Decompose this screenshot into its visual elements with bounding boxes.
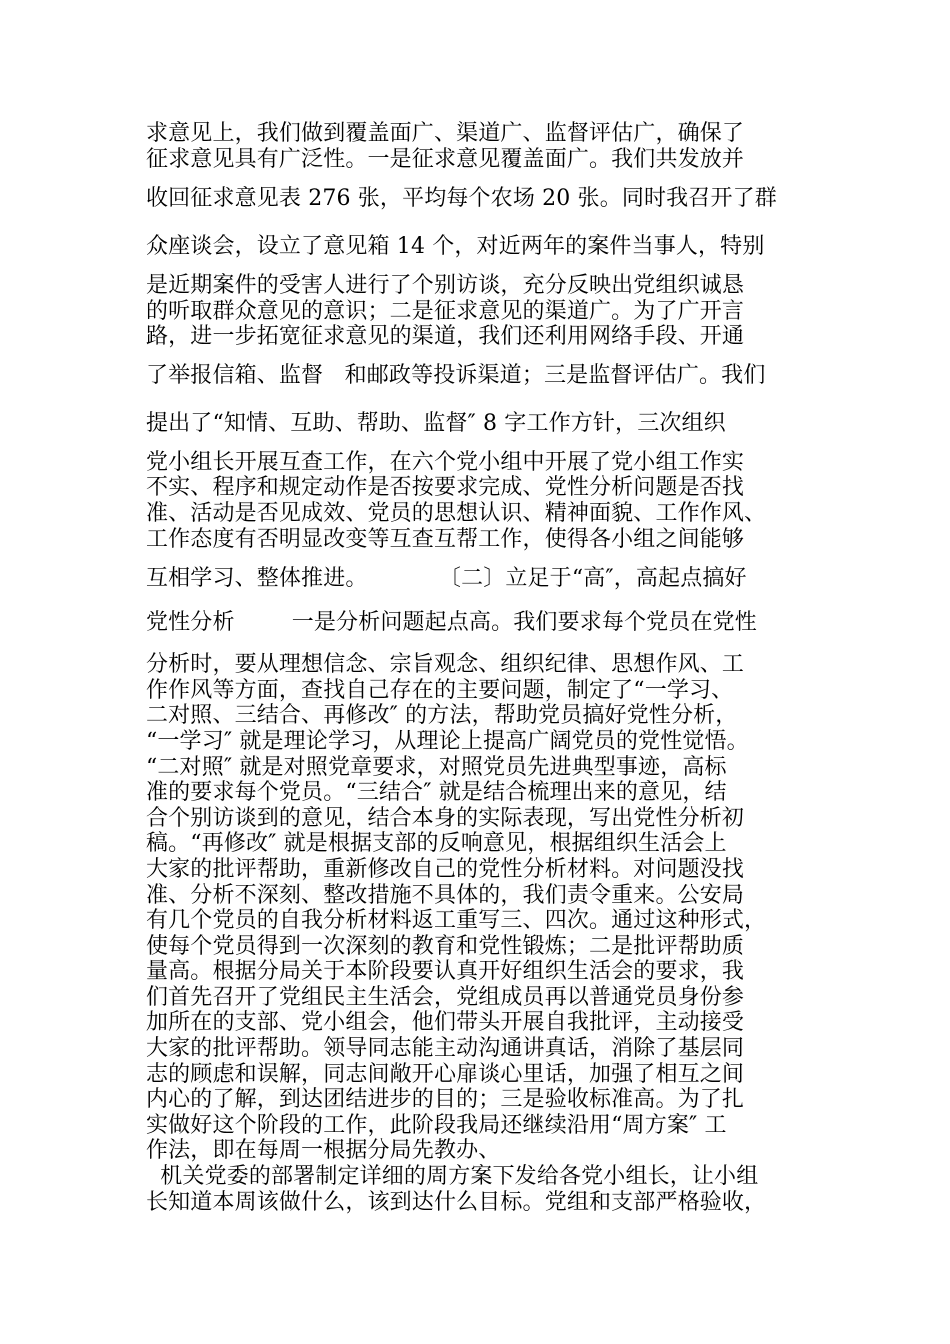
text-line: 众座谈会，设立了意见箱 14 个，对近两年的案件当事人，特别 bbox=[146, 234, 765, 259]
text-line: “二对照″ 就是对照党章要求，对照党员先进典型事迹，高标 bbox=[146, 755, 727, 780]
text-line: 有几个党员的自我分析材料返工重写三、四次。通过这种形式， bbox=[146, 908, 767, 933]
text-line: 稿。“再修改″ 就是根据支部的反响意见，根据组织生活会上 bbox=[146, 831, 727, 856]
text-line: 量高。根据分局关于本阶段要认真开好组织生活会的要求，我 bbox=[146, 959, 745, 984]
text-line: 提出了“知情、互助、帮助、监督″ 8 字工作方针，三次组织 bbox=[146, 411, 726, 436]
text-line: 机关党委的部署制定详细的周方案下发给各党小组长，让小组 bbox=[146, 1164, 759, 1189]
text-line: 求意见上，我们做到覆盖面广、渠道广、监督评估广，确保了 bbox=[146, 121, 745, 146]
text-line: 征求意见具有广泛性。一是征求意见覆盖面广。我们共发放并 bbox=[146, 147, 745, 172]
text-line: 大家的批评帮助，重新修改自己的党性分析材料。对问题没找 bbox=[146, 857, 745, 882]
text-line: “一学习″ 就是理论学习，从理论上提高广阔党员的党性觉悟。 bbox=[146, 729, 749, 754]
text-line: 准、活动是否见成效、党员的思想认识、精神面貌、工作作风、 bbox=[146, 501, 767, 526]
text-line: 实做好这个阶段的工作，此阶段我局还继续沿用“周方案″ 工 bbox=[146, 1113, 727, 1138]
text-line: 不实、程序和规定动作是否按要求完成、党性分析问题是否找 bbox=[146, 475, 745, 500]
text-line: 收回征求意见表 276 张，平均每个农场 20 张。同时我召开了群 bbox=[146, 186, 777, 211]
text-line: 志的顾虑和误解，同志间敞开心扉谈心里话，加强了相互之间 bbox=[146, 1062, 745, 1087]
text-line: 准、分析不深刻、整改措施不具体的，我们责令重来。公安局 bbox=[146, 883, 745, 908]
text-line: 的听取群众意见的意识；二是征求意见的渠道广。为了广开言 bbox=[146, 299, 745, 324]
text-line: 合个别访谈到的意见，结合本身的实际表现，写出党性分析初 bbox=[146, 806, 745, 831]
text-line: 路，进一步拓宽征求意见的渠道，我们还利用网络手段、开通 bbox=[146, 324, 745, 349]
text-line: 作作风等方面，查找自己存在的主要问题，制定了“一学习、 bbox=[146, 678, 734, 703]
text-line: 是近期案件的受害人进行了个别访谈，充分反映出党组织诚恳 bbox=[146, 273, 745, 298]
text-line: 使每个党员得到一次深刻的教育和党性锻炼；二是批评帮助质 bbox=[146, 934, 745, 959]
text-line: 党性分析 一是分析问题起点高。我们要求每个党员在党性 bbox=[146, 610, 757, 635]
text-line: 们首先召开了党组民主生活会，党组成员再以普通党员身份参 bbox=[146, 985, 745, 1010]
text-line: 分析时，要从理想信念、宗旨观念、组织纪律、思想作风、工 bbox=[146, 652, 745, 677]
text-line: 互相学习、整体推进。 〔二〕立足于“高″，高起点搞好 bbox=[146, 566, 747, 591]
text-line: 大家的批评帮助。领导同志能主动沟通讲真话，消除了基层同 bbox=[146, 1036, 745, 1061]
text-line: 作法，即在每周一根据分局先教办、 bbox=[146, 1138, 501, 1163]
text-line: 内心的了解，到达团结进步的目的；三是验收标准高。为了扎 bbox=[146, 1087, 745, 1112]
text-line: 党小组长开展互查工作，在六个党小组中开展了党小组工作实 bbox=[146, 450, 745, 475]
text-line: 工作态度有否明显改变等互查互帮工作，使得各小组之间能够 bbox=[146, 527, 745, 552]
text-line: 加所在的支部、党小组会，他们带头开展自我批评，主动接受 bbox=[146, 1010, 745, 1035]
text-line: 二对照、三结合、再修改″ 的方法，帮助党员搞好党性分析， bbox=[146, 703, 738, 728]
text-line: 了举报信箱、监督 和邮政等投诉渠道；三是监督评估广。我们 bbox=[146, 363, 766, 388]
text-line: 准的要求每个党员。“三结合″ 就是结合梳理出来的意见，结 bbox=[146, 780, 727, 805]
text-line: 长知道本周该做什么，该到达什么目标。党组和支部严格验收， bbox=[146, 1190, 767, 1215]
